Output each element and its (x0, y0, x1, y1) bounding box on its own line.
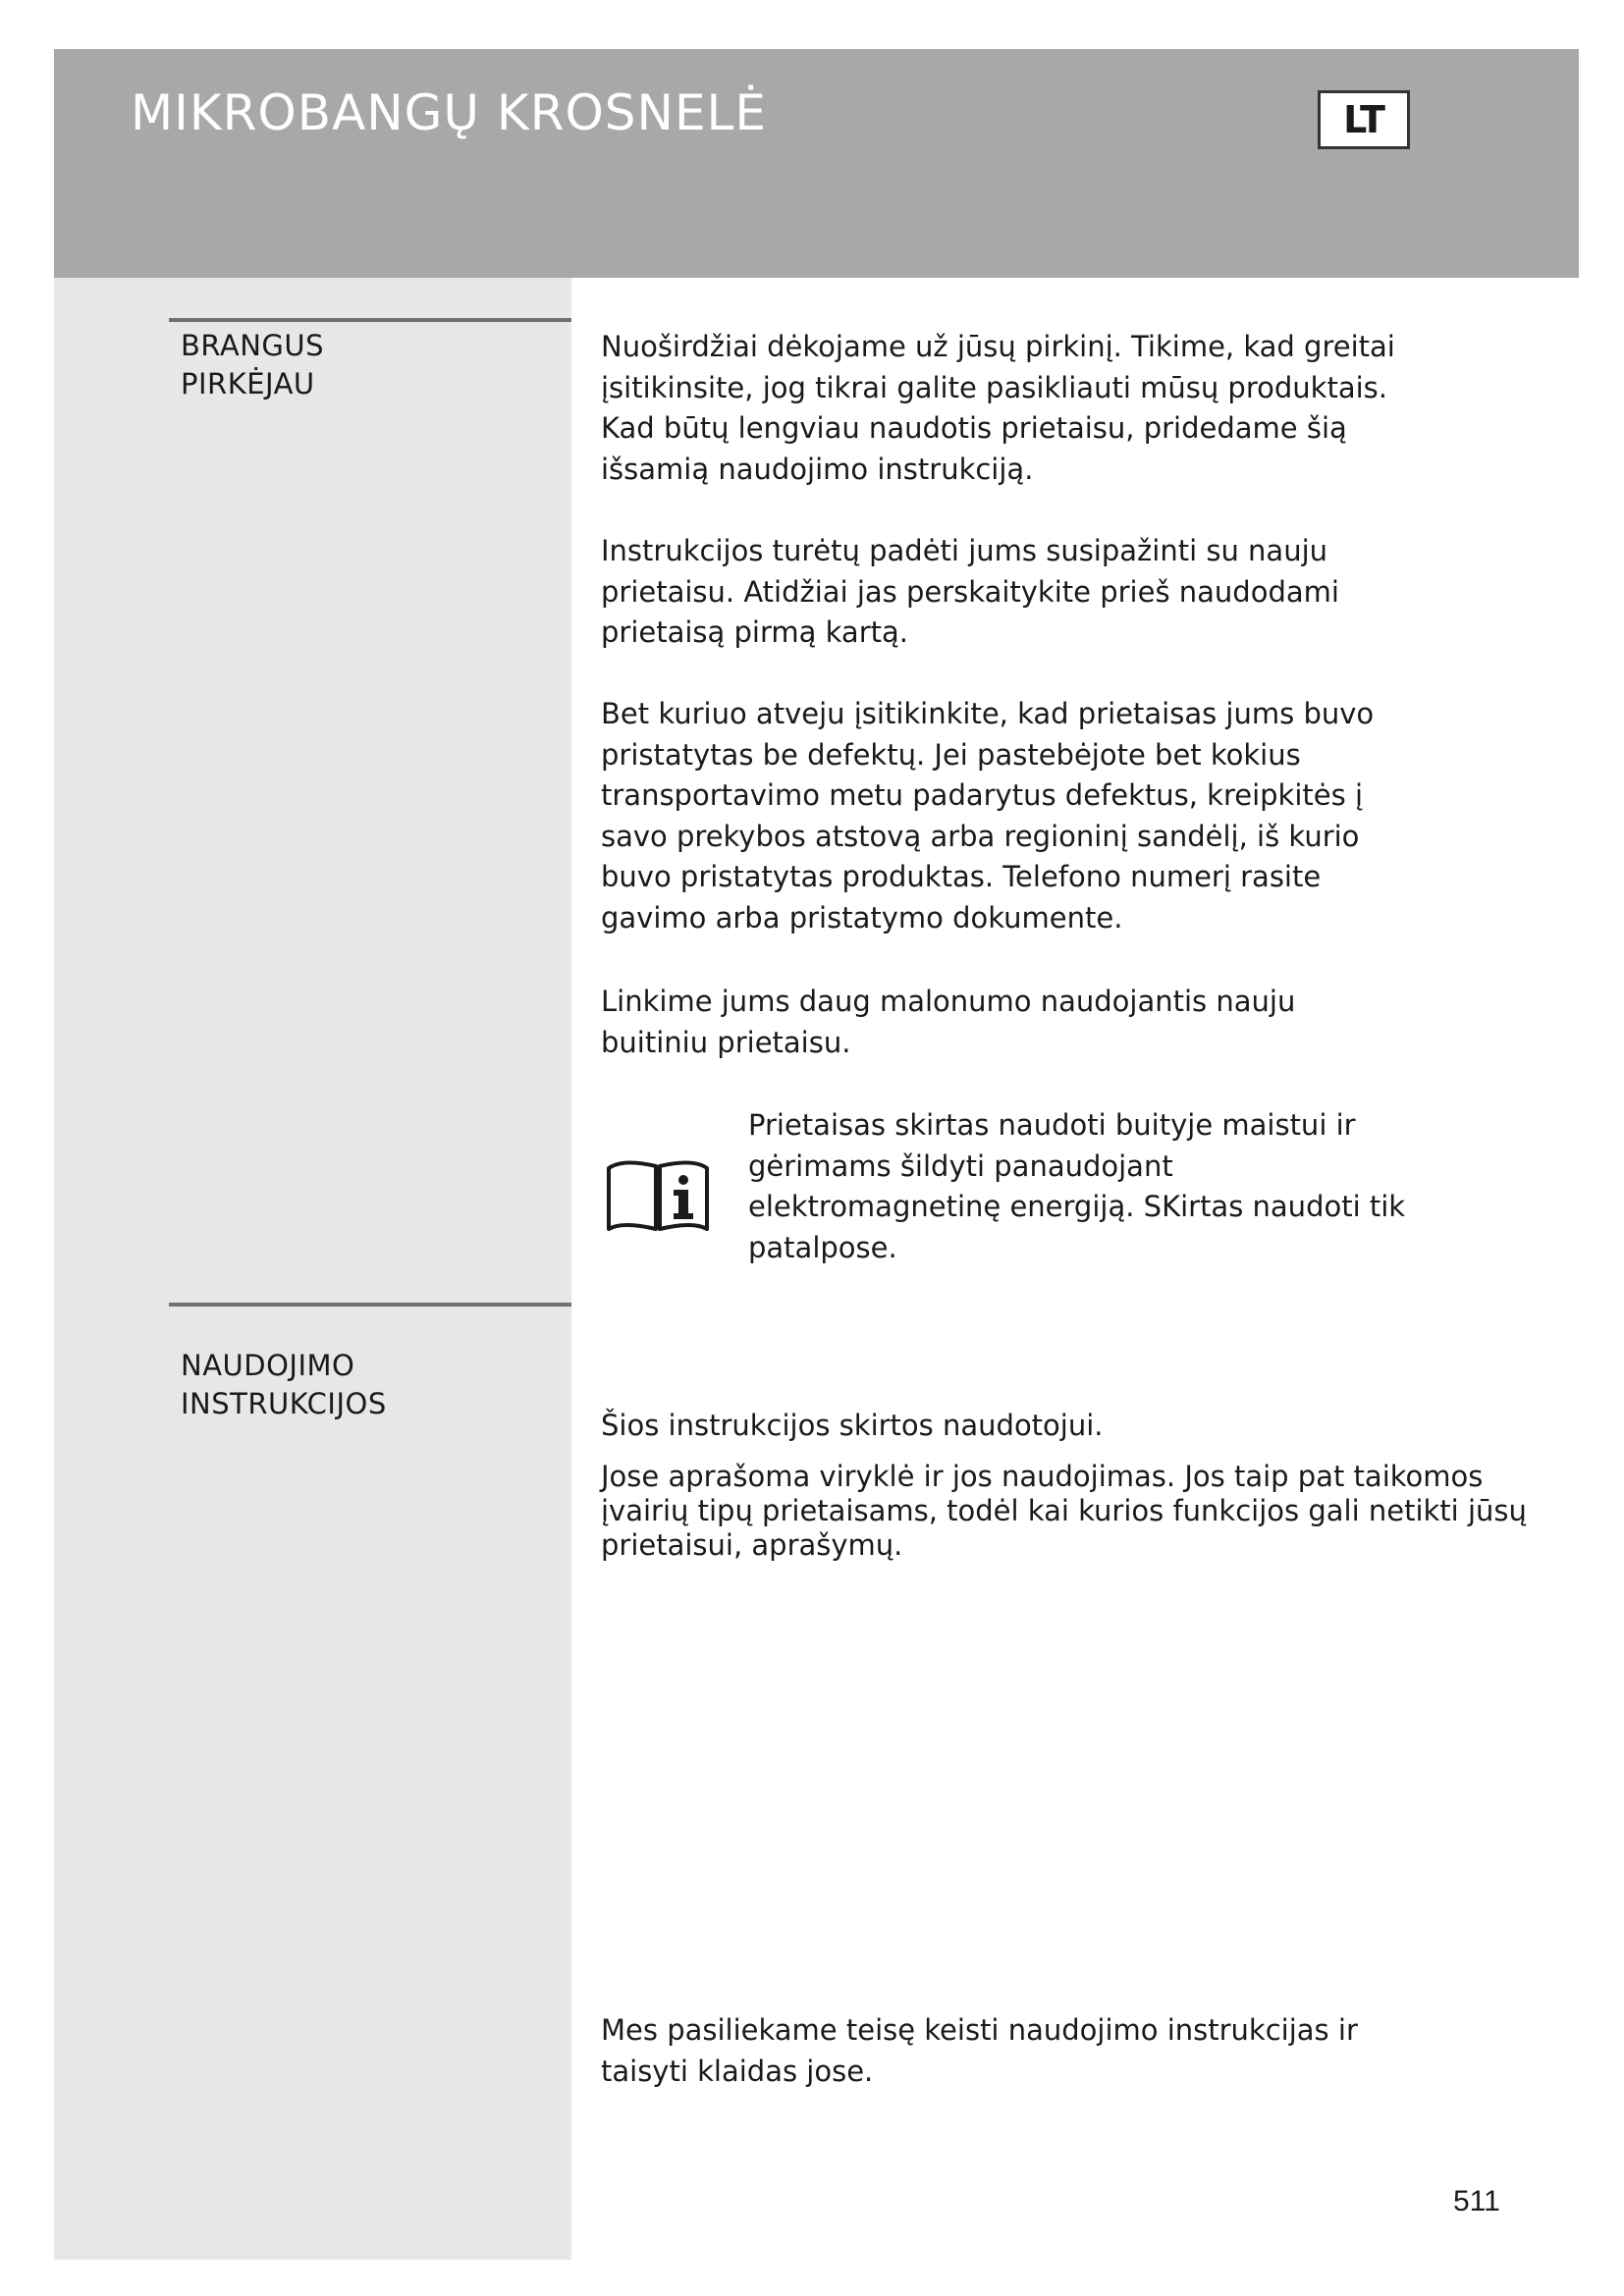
manual-info-icon (605, 1154, 711, 1233)
info-note: Prietaisas skirtas naudoti buityje maistui ir gėrimams šildyti panaudojant elektromagnetinę energiją. SKirtas naudoti tik patalpose. (748, 1108, 1406, 1264)
section-label-naudojimo-instrukcijos (181, 1347, 387, 1423)
section-label-line: INSTRUKCIJOS (181, 1387, 387, 1420)
scope-paragraph: Jose aprašoma viryklė ir jos naudojimas. Jos taip pat taikomos įvairių tipų prietaisams, todėl kai kurios funkcijos gali netikti jūsų prietaisui, aprašymų. (601, 1460, 1527, 1562)
defects-paragraph: Bet kuriuo atveju įsitikinkite, kad prietaisas jums buvo pristatytas be defektų. Jei pastebėjote bet kokius transportavimo metu padarytus defektus, kreipkitės į savo prekybos atstovą arba regioninį sandėlį, iš kurio buvo pristatytas produktas. Telefono numerį rasite gavimo arba pristatymo dokumente. (601, 697, 1375, 934)
rights-note: Mes pasiliekame teisę keisti naudojimo instrukcijas ir taisyti klaidas jose. (601, 2013, 1358, 2088)
section-divider (169, 1303, 571, 1307)
page-title: MIKROBANGŲ KROSNELĖ (131, 84, 767, 141)
instructions-paragraph: Instrukcijos turėtų padėti jums susipažinti su nauju prietaisu. Atidžiai jas perskaitykite prieš naudodami prietaisą pirmą kartą. (601, 534, 1339, 649)
page-header (54, 49, 1579, 278)
sidebar-column (54, 278, 571, 2260)
section-label-line: PIRKĖJAU (181, 367, 315, 400)
section-label-line: BRANGUS (181, 329, 325, 362)
section-label-brangus-pirkejau (181, 327, 324, 403)
language-badge: LT (1318, 90, 1410, 149)
page-number: 511 (1453, 2185, 1500, 2217)
intro-paragraph: Nuoširdžiai dėkojame už jūsų pirkinį. Tikime, kad greitai įsitikinsite, jog tikrai galite pasikliauti mūsų produktais. Kad būtų lengviau naudotis prietaisu, pridedame šią išsamią naudojimo instrukciją. (601, 330, 1395, 486)
audience-paragraph: Šios instrukcijos skirtos naudotojui. (601, 1409, 1104, 1442)
section-label-line: NAUDOJIMO (181, 1349, 355, 1382)
wishes-paragraph: Linkime jums daug malonumo naudojantis nauju buitiniu prietaisu. (601, 985, 1296, 1059)
section-divider (169, 318, 571, 322)
